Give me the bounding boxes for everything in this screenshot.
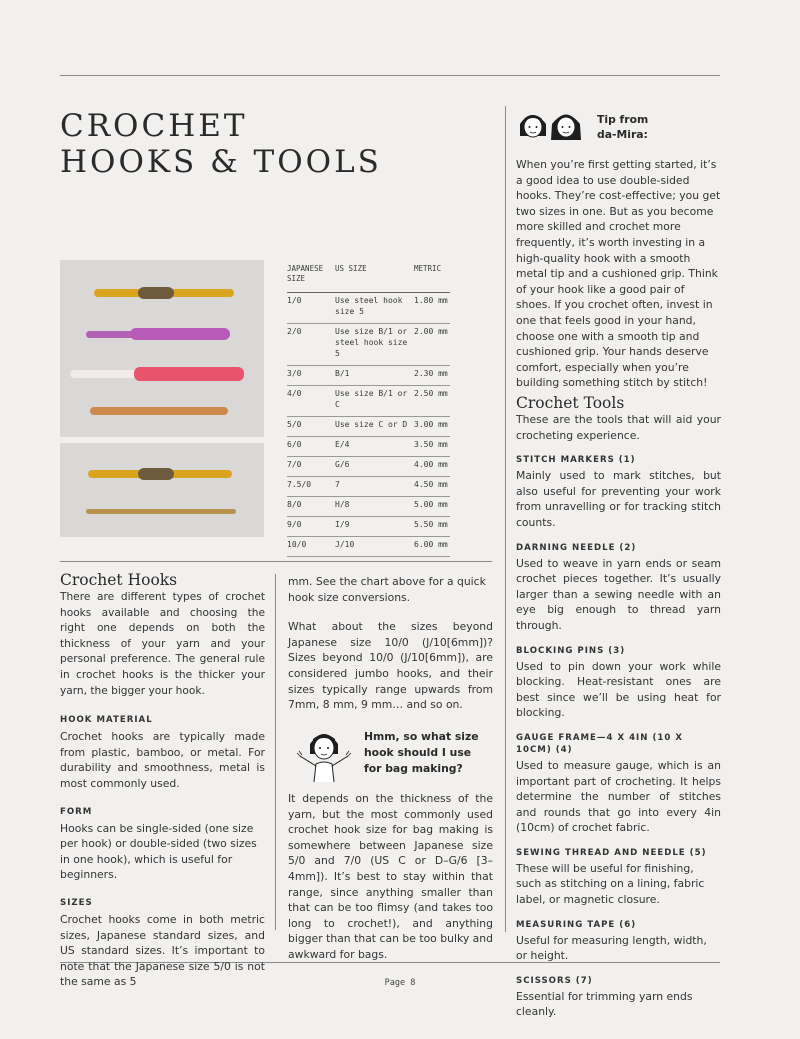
tool-label: SCISSORS (7) bbox=[516, 975, 593, 986]
table-header-row bbox=[287, 262, 450, 293]
hook-size-table bbox=[287, 262, 450, 557]
title-line-1: CROCHET bbox=[60, 108, 248, 144]
hook-material-label: HOOK MATERIAL bbox=[60, 715, 153, 726]
purple-hook-grip bbox=[130, 328, 230, 340]
top-rule bbox=[60, 75, 720, 76]
table-row: 7.5/0 7 4.50 mm bbox=[287, 477, 450, 497]
crochet-hooks-photo-2 bbox=[60, 443, 264, 537]
form-text: Hooks can be single-sided (one size per hook) or double-sided (two sizes in one hook), which is useful for beginners. bbox=[60, 821, 257, 882]
header-metric: METRIC bbox=[414, 262, 450, 293]
form-label: FORM bbox=[60, 806, 93, 817]
hook-material-text: Crochet hooks are typically made from plastic, bamboo, or metal. For durability and smoothness, metal is most commonly used. bbox=[60, 730, 265, 790]
table-row: 10/0 J/10 6.00 mm bbox=[287, 537, 450, 557]
pink-hook-grip bbox=[134, 367, 244, 381]
tool-text: Mainly used to mark stitches, but also useful for preventing your work from unravelling or for tracking stitch counts. bbox=[516, 469, 721, 529]
tool-label: DARNING NEEDLE (2) bbox=[516, 542, 637, 553]
gold-steel-hook bbox=[86, 509, 236, 514]
tool-text: These will be useful for finishing, such as stitching on a lining, fabric label, or magnetic closure. bbox=[516, 861, 705, 907]
da-mira-illustration bbox=[518, 110, 584, 142]
page-title bbox=[60, 108, 460, 180]
page-number: Page 8 bbox=[384, 978, 416, 988]
tool-label: STITCH MARKERS (1) bbox=[516, 455, 636, 466]
table-row: 6/0 E/4 3.50 mm bbox=[287, 437, 450, 457]
section-rule bbox=[60, 561, 492, 562]
header-japanese-size: JAPANESE SIZE bbox=[287, 262, 335, 293]
crochet-tools-section bbox=[516, 394, 721, 1020]
tool-label: BLOCKING PINS (3) bbox=[516, 645, 626, 656]
tip-label-line-1: Tip from bbox=[597, 113, 649, 126]
right-column-divider bbox=[505, 106, 506, 932]
table-row: 2/0 Use size B/1 or steel hook size 5 2.00 mm bbox=[287, 324, 450, 366]
tip-text: When you’re first getting started, it’s a good idea to use double-sided hooks. They’re cost-effective; you get two sizes in one. But as you become more skilled and crochet more frequently, it’s worth investing in a high-quality hook with a smooth metal tip and a cushioned grip. Think of your hook like a good pair of shoes. If you crochet often, invest in one that feels good in your hand, choose one with a smooth tip and cushioned grip. Your hands deserve comfort, especially when you’re building something stitch by stitch! bbox=[516, 158, 721, 390]
crochet-hooks-photo-1 bbox=[60, 260, 264, 437]
title-line-2: HOOKS & TOOLS bbox=[60, 144, 382, 180]
tool-label: MEASURING TAPE (6) bbox=[516, 919, 637, 930]
table-row: 4/0 Use size B/1 or C 2.50 mm bbox=[287, 386, 450, 417]
crochet-hooks-section bbox=[60, 571, 265, 990]
table-row: 8/0 H/8 5.00 mm bbox=[287, 497, 450, 517]
bamboo-hook bbox=[90, 407, 228, 415]
crochet-tools-intro: These are the tools that will aid your crocheting experience. bbox=[516, 413, 721, 442]
header-us-size: US SIZE bbox=[335, 262, 414, 293]
bag-hook-answer: It depends on the thickness of the yarn, but the most commonly used crochet hook size for bag making is somewhere between Japanese size 5/0 and 7/0 (US C or D–G/6 [3–4mm]). It’s best to stay within that range, since anything smaller than that can be too flimsy (and takes too long to crochet!), and anything bigger than that can be too bulky and awkward for bags. bbox=[288, 792, 493, 961]
crochet-tools-heading: Crochet Tools bbox=[516, 394, 625, 412]
bag-question: Hmm, so what size hook should I use for bag making? bbox=[364, 730, 479, 775]
orange-hook-grip bbox=[138, 287, 174, 299]
middle-column bbox=[288, 574, 493, 713]
sizes-label: SIZES bbox=[60, 897, 93, 908]
tool-text: Useful for measuring length, width, or height. bbox=[516, 933, 707, 963]
table-row: 5/0 Use size C or D 3.00 mm bbox=[287, 417, 450, 437]
tip-label-line-2: da-Mira: bbox=[597, 128, 648, 141]
orange-hook-2-grip bbox=[138, 468, 174, 480]
table-row: 7/0 G/6 4.00 mm bbox=[287, 457, 450, 477]
tool-label: GAUGE FRAME—4 X 4IN (10 X 10CM) (4) bbox=[516, 732, 683, 755]
tool-label: SEWING THREAD AND NEEDLE (5) bbox=[516, 847, 707, 858]
tool-text: Used to measure gauge, which is an important part of crocheting. It helps determine the number of stitches and rounds that go into every 4in (10cm) of crochet fabric. bbox=[516, 758, 721, 835]
tip-label bbox=[597, 112, 697, 142]
girl-illustration bbox=[294, 726, 354, 784]
jumbo-hooks-paragraph: What about the sizes beyond Japanese size 10/0 (J/10[6mm])? Sizes beyond 10/0 (J/10[6mm]), are considered jumbo hooks, and their sizes typically range upwards from 7mm, 8 mm, 9 mm… and so on. bbox=[288, 620, 493, 712]
crochet-hooks-intro: There are different types of crochet hooks available and choosing the right one depends on both the thickness of your yarn and your personal preference. The general rule in crochet hooks is the thicker your yarn, the bigger your hook. bbox=[60, 591, 265, 697]
crochet-hooks-heading: Crochet Hooks bbox=[60, 571, 178, 589]
table-row: 3/0 B/1 2.30 mm bbox=[287, 366, 450, 386]
table-row: 9/0 I/9 5.50 mm bbox=[287, 517, 450, 537]
table-row: 1/0 Use steel hook size 5 1.80 mm bbox=[287, 293, 450, 324]
tool-text: Used to weave in yarn ends or seam crochet pieces together. It’s usually larger than a sewing needle with an eye big enough to thread yarn through. bbox=[516, 556, 721, 632]
tool-text: Used to pin down your work while blocking. Heat-resistant ones are best since we’ll be using heat for blocking. bbox=[516, 659, 721, 720]
tool-text: Essential for trimming yarn ends cleanly. bbox=[516, 989, 693, 1019]
middle-column-divider bbox=[275, 574, 276, 930]
sizes-text: Crochet hooks come in both metric sizes, Japanese standard sizes, and US standard sizes. It’s important to note that the Japanese size 5/0 is not the same as 5 bbox=[60, 912, 265, 989]
sizes-continued: mm. See the chart above for a quick hook size conversions. bbox=[288, 575, 486, 604]
